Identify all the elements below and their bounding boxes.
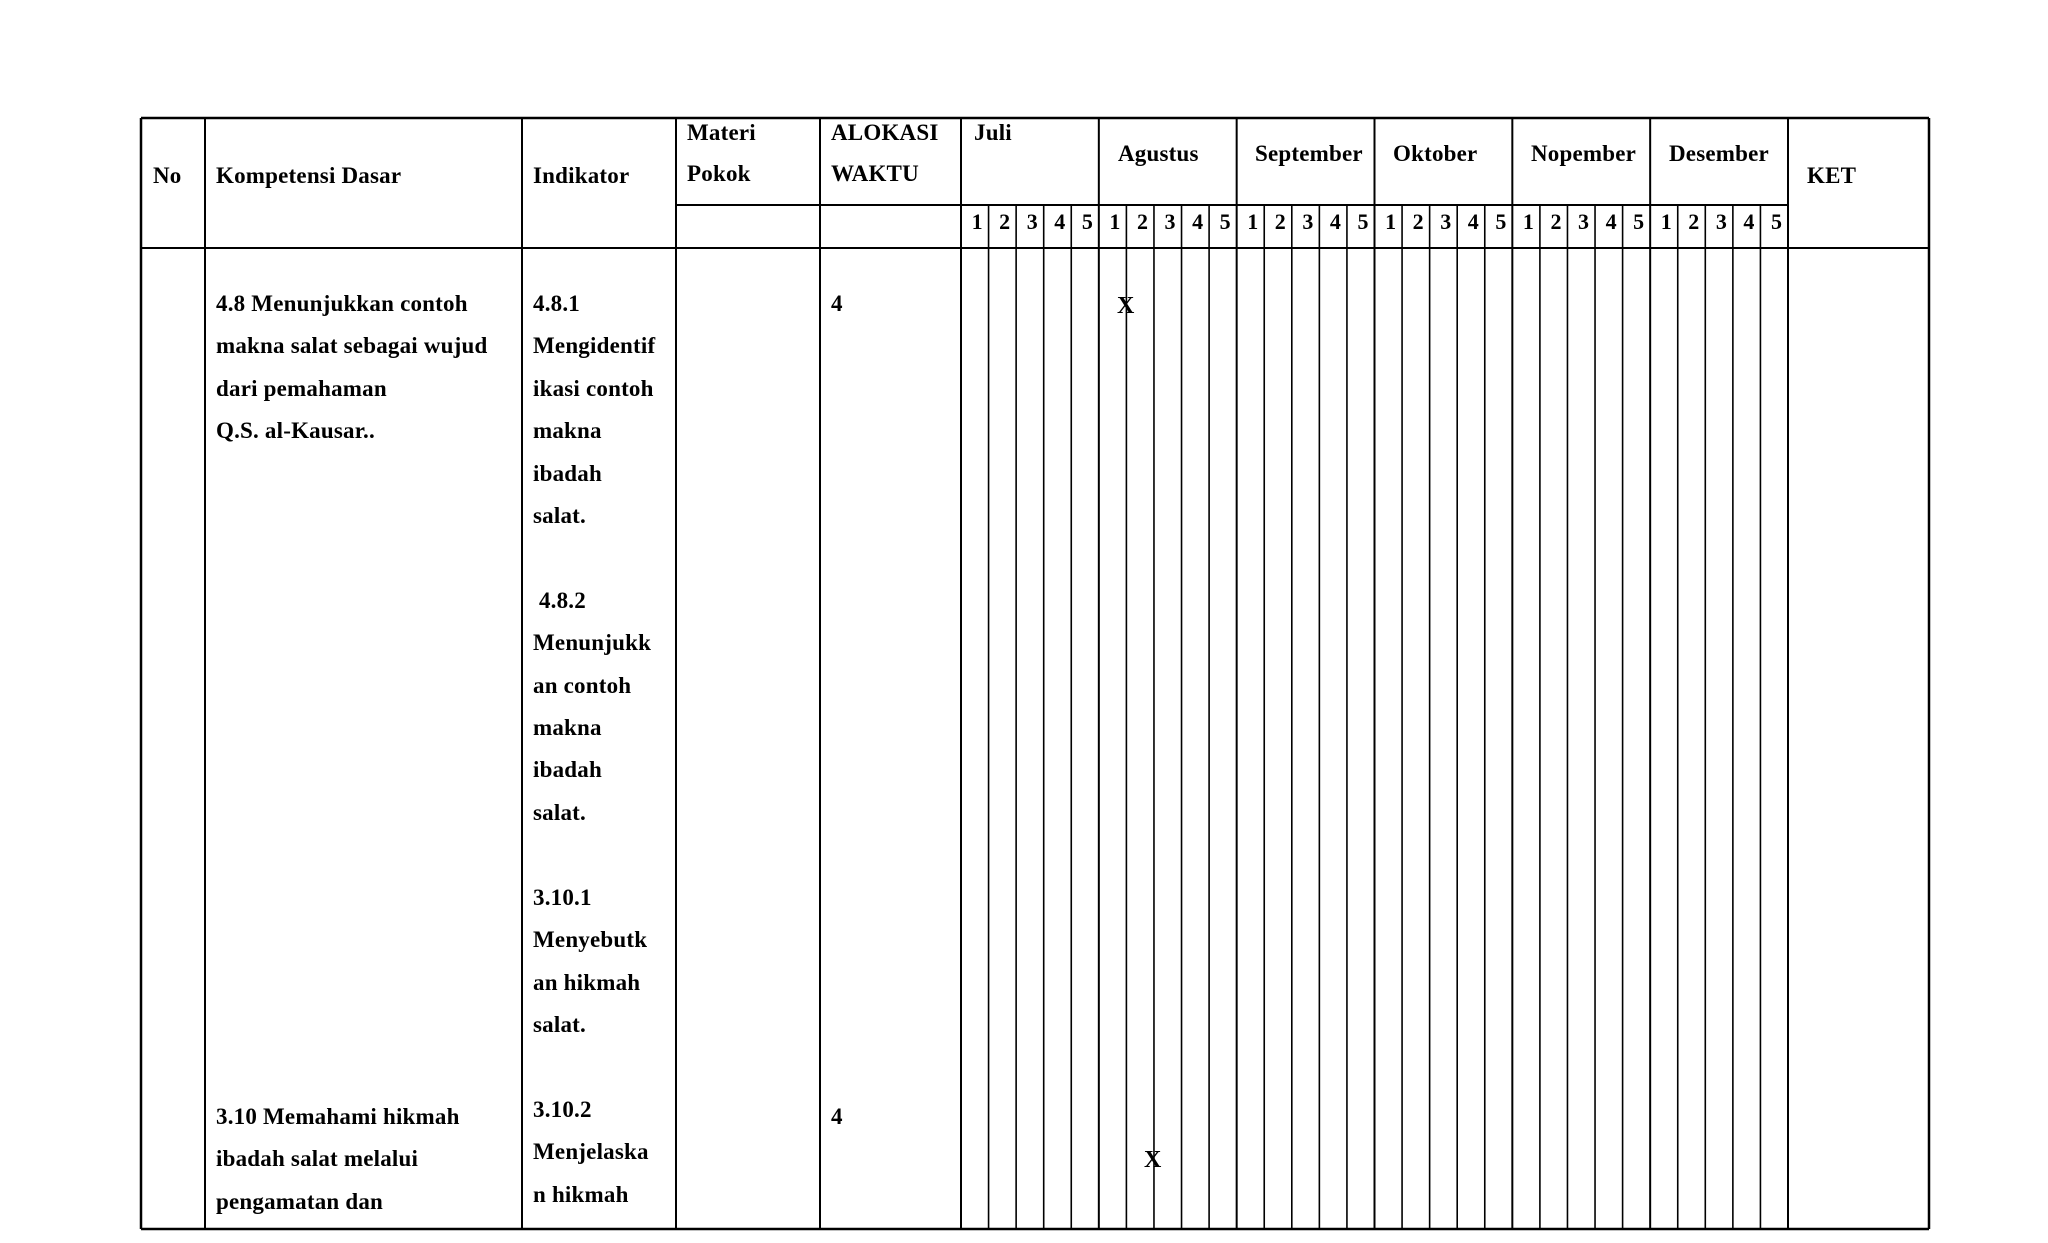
- indikator-line: ibadah: [533, 757, 602, 783]
- alokasi-value-row-2: 4: [831, 1104, 843, 1129]
- week-number: 1: [1660, 209, 1672, 234]
- header-indikator: Indikator: [533, 163, 630, 188]
- indikator-line: [533, 537, 655, 579]
- week-number: 4: [1192, 209, 1204, 234]
- schedule-mark-agustus-week-2: X: [1144, 1147, 1162, 1173]
- week-number: 1: [971, 209, 983, 234]
- week-number: 3: [1578, 209, 1590, 234]
- week-number: 2: [1274, 209, 1286, 234]
- indikator-line: an contoh: [533, 672, 632, 698]
- week-number: 3: [1715, 209, 1727, 234]
- header-materi-line-1: Materi: [687, 120, 756, 145]
- indikator-line: Menunjukk: [533, 630, 652, 656]
- kompetensi-line: 3.10 Memahami hikmah: [216, 1104, 460, 1129]
- week-number: 3: [1440, 209, 1452, 234]
- indikator-line: Menjelaska: [533, 1139, 649, 1165]
- alokasi-value-row-1: 4: [831, 291, 843, 316]
- header-month-desember: Desember: [1669, 141, 1769, 166]
- indikator-line: an hikmah: [533, 969, 641, 995]
- week-number: 2: [999, 209, 1011, 234]
- header-month-nopember: Nopember: [1531, 141, 1637, 166]
- week-number: 1: [1109, 209, 1121, 234]
- week-number: 5: [1633, 209, 1645, 234]
- header-alokasi-line-2: WAKTU: [831, 161, 919, 186]
- week-number: 5: [1771, 209, 1782, 234]
- week-number: 5: [1357, 209, 1369, 234]
- indikator-line: [533, 1046, 655, 1088]
- week-number: 3: [1302, 209, 1314, 234]
- week-number: 1: [1522, 209, 1534, 234]
- indikator-line: makna: [533, 715, 602, 741]
- week-number: 2: [1688, 209, 1700, 234]
- week-number: 4: [1467, 209, 1479, 234]
- week-number: 2: [1412, 209, 1424, 234]
- kompetensi-line: makna salat sebagai wujud: [216, 333, 488, 359]
- kompetensi-line: dari pemahaman: [216, 375, 387, 401]
- indikator-line: 4.8.2: [533, 587, 586, 613]
- indikator-line: [533, 834, 655, 876]
- schedule-mark-agustus-week-1: X: [1117, 293, 1135, 319]
- week-number: 5: [1081, 209, 1093, 234]
- header-kompetensi-dasar: Kompetensi Dasar: [216, 163, 402, 188]
- week-number: 4: [1054, 209, 1066, 234]
- indikator-line: salat.: [533, 503, 586, 529]
- indikator-line: ibadah: [533, 460, 602, 486]
- header-ket: KET: [1807, 163, 1857, 188]
- header-alokasi-waktu: [831, 112, 938, 194]
- header-month-agustus: Agustus: [1118, 141, 1199, 166]
- week-number: 5: [1219, 209, 1231, 234]
- indikator-line: makna: [533, 418, 602, 444]
- indikator-line: salat.: [533, 1011, 586, 1037]
- indikator-line: Mengidentif: [533, 333, 656, 359]
- header-month-juli: Juli: [974, 120, 1012, 145]
- week-number: 4: [1743, 209, 1755, 234]
- header-month-oktober: Oktober: [1393, 141, 1478, 166]
- kompetensi-cell-4-8: [216, 283, 487, 453]
- week-number: 5: [1495, 209, 1507, 234]
- indikator-line: ikasi contoh: [533, 375, 654, 401]
- header-month-september: September: [1255, 141, 1363, 166]
- header-alokasi-line-1: ALOKASI: [831, 120, 939, 145]
- indikator-line: 3.10.2: [533, 1096, 592, 1122]
- kompetensi-line: pengamatan dan: [216, 1188, 384, 1214]
- week-number: 4: [1329, 209, 1341, 234]
- header-materi-pokok: [687, 112, 756, 194]
- indikator-line: n hikmah: [533, 1181, 629, 1207]
- week-number: 3: [1026, 209, 1038, 234]
- header-no: No: [153, 163, 182, 188]
- kompetensi-cell-3-10: [216, 1096, 460, 1223]
- kompetensi-line: Q.S. al-Kausar..: [216, 418, 375, 444]
- kompetensi-line: 4.8 Menunjukkan contoh: [216, 291, 468, 316]
- indikator-line: salat.: [533, 799, 586, 825]
- week-number: 2: [1136, 209, 1148, 234]
- week-number: 4: [1605, 209, 1617, 234]
- kompetensi-line: ibadah salat melalui: [216, 1146, 419, 1172]
- header-materi-line-2: Pokok: [687, 161, 751, 186]
- indikator-line: Menyebutk: [533, 927, 648, 953]
- indikator-line: 3.10.1: [533, 884, 592, 910]
- week-number: 2: [1550, 209, 1562, 234]
- week-number: 1: [1385, 209, 1397, 234]
- indikator-line: 4.8.1: [533, 291, 580, 316]
- indikator-column-text: [533, 283, 655, 1216]
- week-number: 3: [1164, 209, 1176, 234]
- week-number: 1: [1247, 209, 1259, 234]
